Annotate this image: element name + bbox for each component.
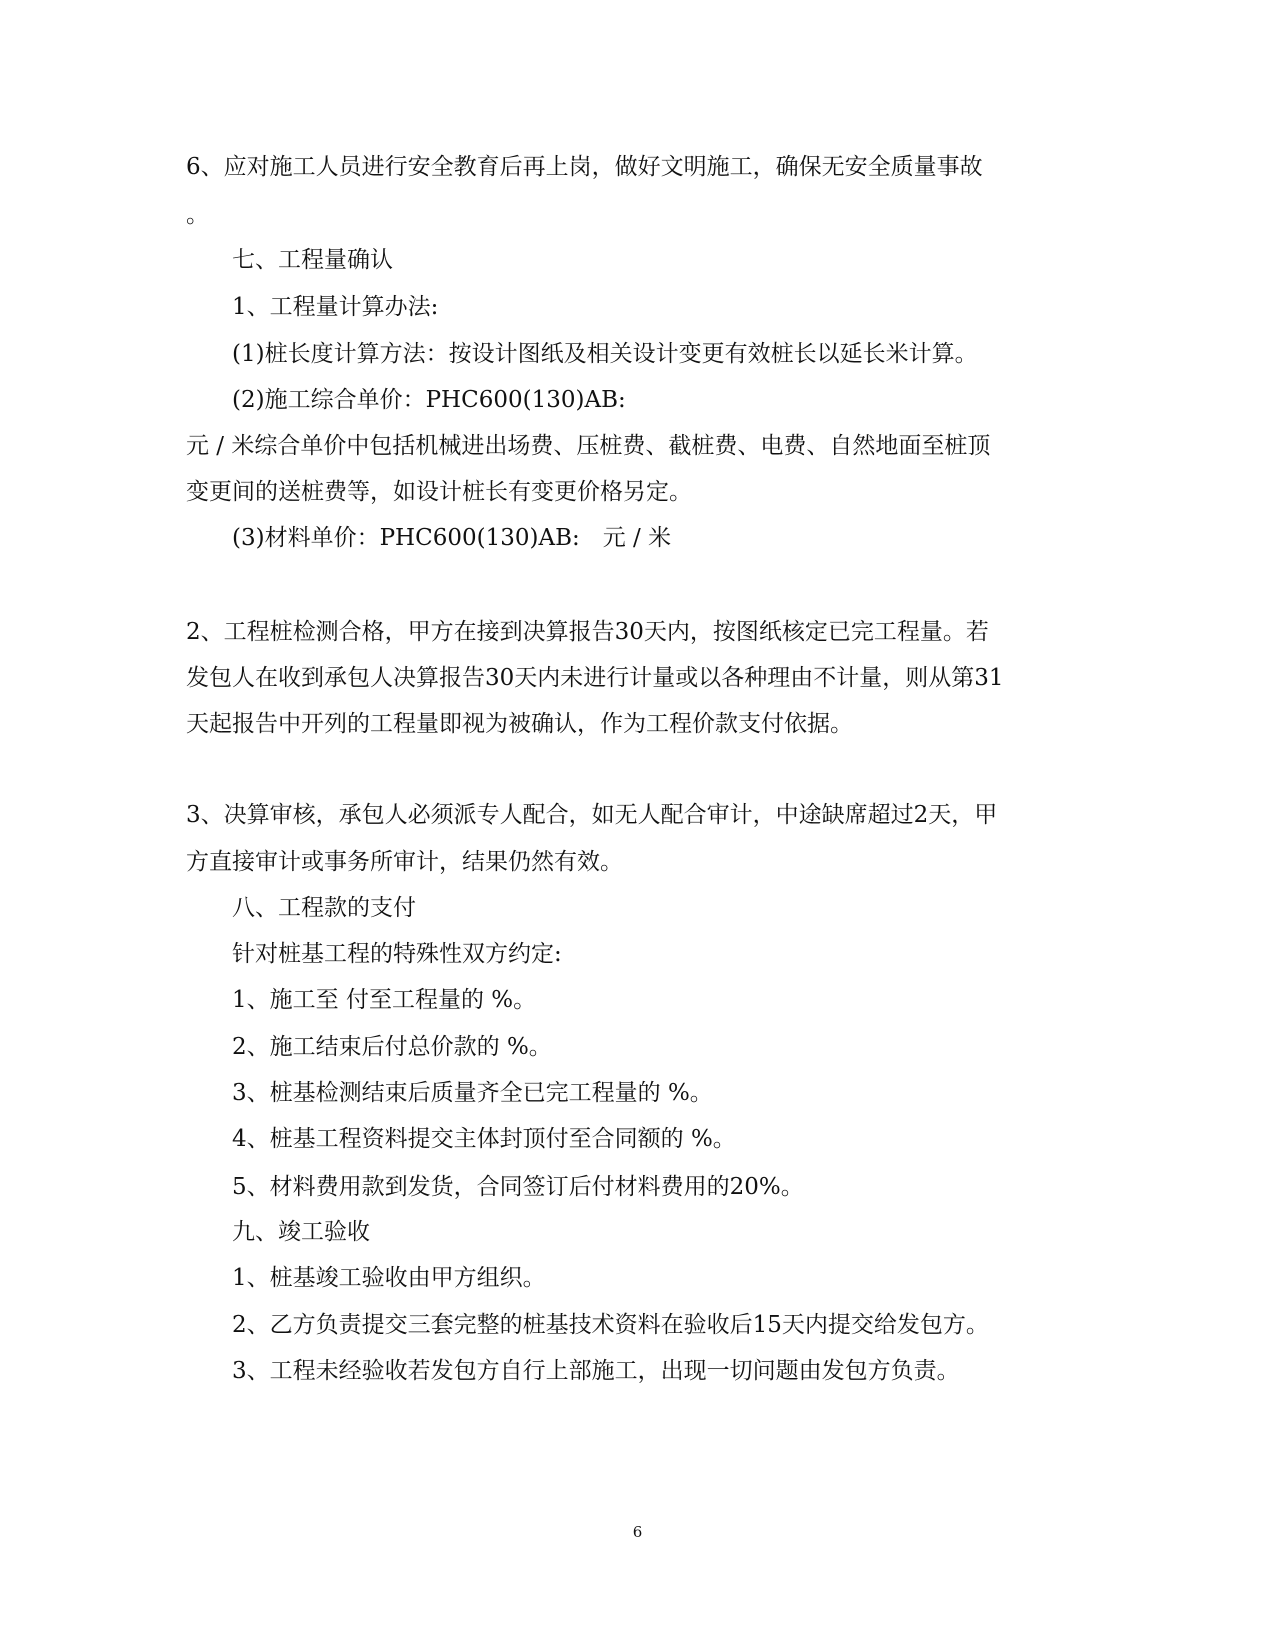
payment-item-2: 2、施工结束后付总价款的 %。 (232, 1034, 552, 1060)
payment-item-1: 1、施工至 付至工程量的 %。 (232, 987, 537, 1013)
payment-item-5: 5、材料费用款到发货，合同签订后付材料费用的20%。 (232, 1174, 804, 1200)
payment-item-3: 3、桩基检测结束后质量齐全已完工程量的 %。 (232, 1080, 713, 1106)
section-heading-payment: 八、工程款的支付 (232, 895, 416, 921)
paragraph-unit-price-detail: 元 / 米综合单价中包括机械进出场费、压桩费、截桩费、电费、自然地面至桩顶 (186, 433, 991, 459)
paragraph-safety-education-end: 。 (186, 202, 209, 228)
acceptance-item-3: 3、工程未经验收若发包方自行上部施工，出现一切问题由发包方负责。 (232, 1358, 960, 1384)
payment-item-4: 4、桩基工程资料提交主体封顶付至合同额的 %。 (232, 1126, 736, 1152)
paragraph-payment-agreement: 针对桩基工程的特殊性双方约定: (232, 941, 562, 967)
paragraph-material-price: (3)材料单价：PHC600(130)AB: 元 / 米 (232, 525, 672, 551)
paragraph-pile-inspection-cont: 发包人在收到承包人决算报告30天内未进行计量或以各种理由不计量，则从第31 (186, 665, 1004, 691)
paragraph-settlement-audit-cont: 方直接审计或事务所审计，结果仍然有效。 (186, 849, 623, 875)
paragraph-unit-price-detail-cont: 变更间的送桩费等，如设计桩长有变更价格另定。 (186, 479, 692, 505)
paragraph-pile-length-method: (1)桩长度计算方法：按设计图纸及相关设计变更有效桩长以延长米计算。 (232, 341, 978, 367)
paragraph-safety-education: 6、应对施工人员进行安全教育后再上岗，做好文明施工，确保无安全质量事故 (186, 154, 983, 180)
acceptance-item-1: 1、桩基竣工验收由甲方组织。 (232, 1265, 546, 1291)
paragraph-pile-inspection-end: 天起报告中开列的工程量即视为被确认，作为工程价款支付依据。 (186, 711, 853, 737)
section-heading-quantity-confirmation: 七、工程量确认 (232, 247, 393, 273)
paragraph-pile-inspection: 2、工程桩检测合格，甲方在接到决算报告30天内，按图纸核定已完工程量。若 (186, 619, 989, 645)
paragraph-unit-price: (2)施工综合单价：PHC600(130)AB: (232, 387, 626, 413)
acceptance-item-2: 2、乙方负责提交三套完整的桩基技术资料在验收后15天内提交给发包方。 (232, 1312, 989, 1338)
paragraph-calculation-method: 1、工程量计算办法: (232, 294, 439, 320)
section-heading-completion-acceptance: 九、竣工验收 (232, 1219, 370, 1245)
page-number: 6 (632, 1523, 643, 1541)
paragraph-settlement-audit: 3、决算审核，承包人必须派专人配合，如无人配合审计，中途缺席超过2天，甲 (186, 802, 998, 828)
